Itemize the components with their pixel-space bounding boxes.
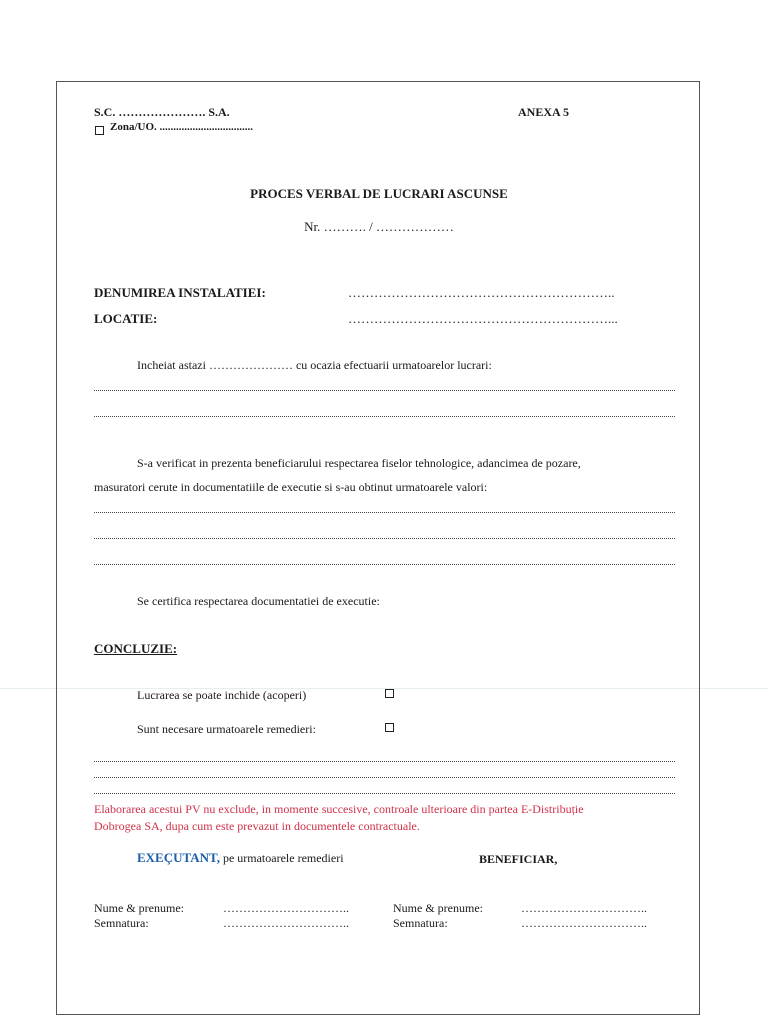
work-line-2[interactable] <box>94 406 675 417</box>
verified-text-line1: S-a verificat in prezenta beneficiarului respectarea fiselor tehnologice, adancimea de pozare, <box>137 456 581 470</box>
zone-checkbox[interactable] <box>95 126 104 135</box>
document-number: Nr. ………. / ……………… <box>304 219 454 234</box>
notice-line-1: Elaborarea acestui PV nu exclude, in momente succesive, controale ulterioare din partea E-Distribuție <box>94 802 584 816</box>
executant-name-label: Nume & prenume: <box>94 901 184 915</box>
executant-name-field[interactable]: ………………………….. <box>223 901 349 915</box>
beneficiary-signature-label: Semnatura: <box>393 916 448 930</box>
beneficiary-name-label: Nume & prenume: <box>393 901 483 915</box>
executant-signature-label: Semnatura: <box>94 916 149 930</box>
values-line-1[interactable] <box>94 502 675 513</box>
certified-text: Se certifica respectarea documentatiei de executie: <box>137 594 380 608</box>
option-close-label: Lucrarea se poate inchide (acoperi) <box>137 688 307 702</box>
option-remedy-checkbox[interactable] <box>385 723 394 732</box>
option-close-checkbox[interactable] <box>385 689 394 698</box>
document-page <box>56 81 700 1015</box>
remedy-line-2[interactable] <box>94 767 675 778</box>
installation-value[interactable]: …………………………………………………….. <box>348 285 615 300</box>
annex-label: ANEXA 5 <box>518 105 570 119</box>
conclusion-heading: CONCLUZIE: <box>94 641 178 656</box>
executant-signature-field[interactable]: ………………………….. <box>223 916 349 930</box>
executant-label: EXEÇUTANT, <box>137 850 220 865</box>
beneficiary-name-field[interactable]: ………………………….. <box>521 901 647 915</box>
location-value[interactable]: ……………………………………………………... <box>348 311 618 326</box>
beneficiary-label: BENEFICIAR, <box>479 852 558 866</box>
zone-line: Zona/UO. .................................. <box>110 121 254 133</box>
remedy-line-1[interactable] <box>94 751 675 762</box>
executant-suffix: pe urmatoarele remedieri <box>219 851 344 865</box>
option-remedy-label: Sunt necesare urmatoarele remedieri: <box>137 722 316 736</box>
executant-heading <box>137 850 344 866</box>
values-line-2[interactable] <box>94 528 675 539</box>
work-line-1[interactable] <box>94 380 675 391</box>
company-line: S.C. …………………. S.A. <box>94 105 230 119</box>
remedy-line-3[interactable] <box>94 783 675 794</box>
concluded-text: Incheiat astazi ………………… cu ocazia efectuarii urmatoarelor lucrari: <box>137 358 492 372</box>
values-line-3[interactable] <box>94 554 675 565</box>
beneficiary-signature-field[interactable]: ………………………….. <box>521 916 647 930</box>
document-title: PROCES VERBAL DE LUCRARI ASCUNSE <box>250 186 508 201</box>
location-label: LOCATIE: <box>94 311 158 326</box>
installation-label: DENUMIREA INSTALATIEI: <box>94 285 266 300</box>
verified-text-line2: masuratori cerute in documentatiile de executie si s-au obtinut urmatoarele valori: <box>94 480 488 494</box>
notice-line-2: Dobrogea SA, dupa cum este prevazut in documentele contractuale. <box>94 819 420 833</box>
